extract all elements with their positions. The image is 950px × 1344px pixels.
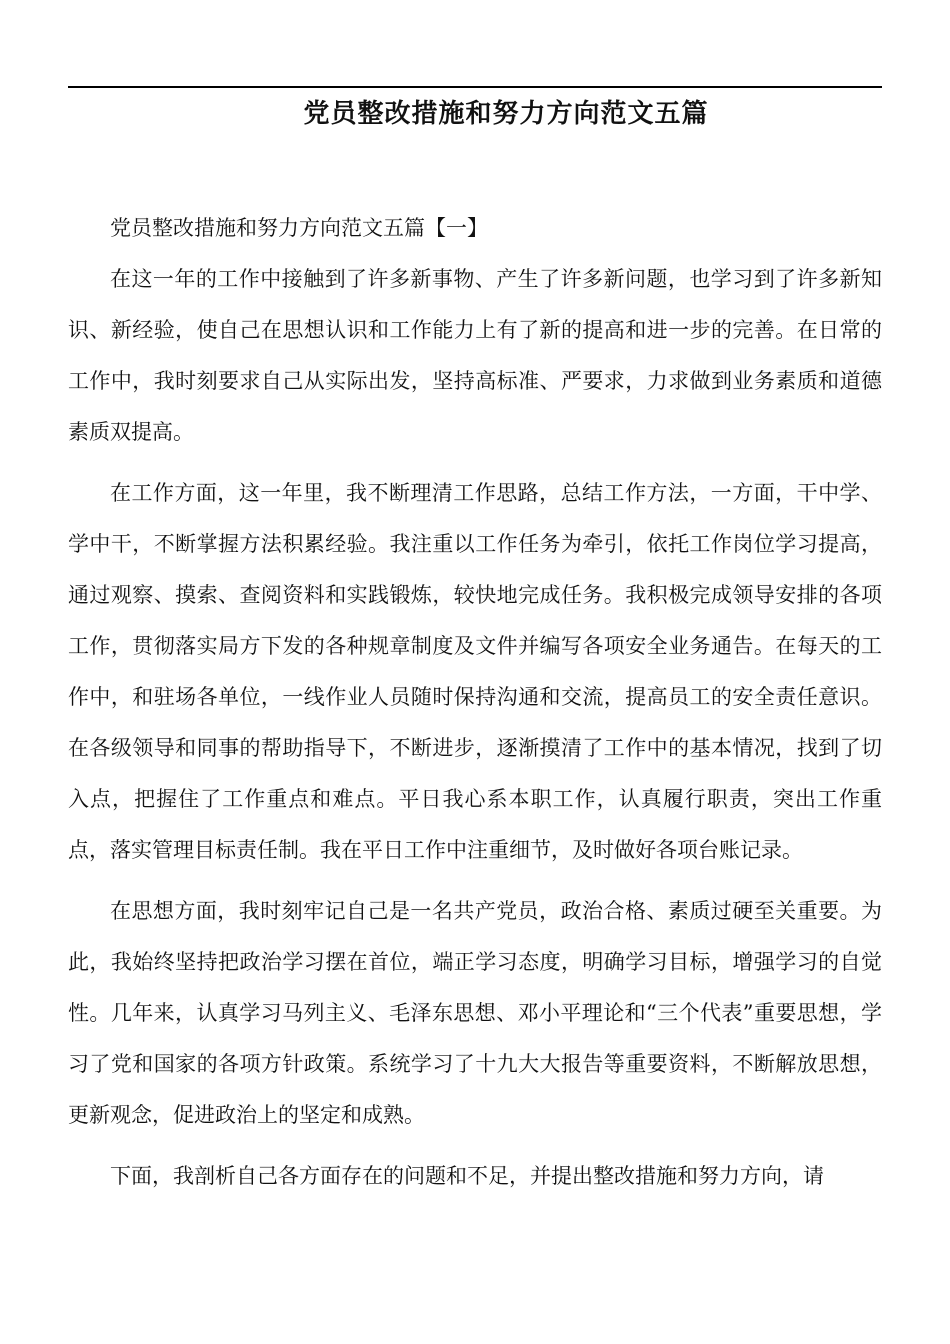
body-paragraph-3: 在思想方面，我时刻牢记自己是一名共产党员，政治合格、素质过硬至关重要。为此，我始终坚持把政治学习摆在首位，端正学习态度，明确学习目标，增强学习的自觉性。几年来，认真学习马列主义、毛泽东思想、邓小平理论和“三个代表”重要思想，学习了党和国家的各项方针政策。系统学习了十九大大报告等重要资料，不断解放思想，更新观念，促进政治上的坚定和成熟。 (68, 899, 882, 1127)
body-paragraph-1: 在这一年的工作中接触到了许多新事物、产生了许多新问题，也学习到了许多新知识、新经验，使自己在思想认识和工作能力上有了新的提高和进一步的完善。在日常的工作中，我时刻要求自己从实际出发，坚持高标准、严要求，力求做到业务素质和道德素质双提高。 (68, 267, 882, 444)
document-body (68, 203, 882, 1212)
section-heading: 党员整改措施和努力方向范文五篇【一】 (110, 216, 488, 240)
document-title: 党员整改措施和努力方向范文五篇 (303, 99, 709, 129)
header-rule (68, 86, 882, 88)
body-paragraph-2: 在工作方面，这一年里，我不断理清工作思路，总结工作方法，一方面，干中学、学中干，不断掌握方法积累经验。我注重以工作任务为牵引，依托工作岗位学习提高，通过观察、摸索、查阅资料和实践锻炼，较快地完成任务。我积极完成领导安排的各项工作，贯彻落实局方下发的各种规章制度及文件并编写各项安全业务通告。在每天的工作中，和驻场各单位，一线作业人员随时保持沟通和交流，提高员工的安全责任意识。在各级领导和同事的帮助指导下，不断进步，逐渐摸清了工作中的基本情况，找到了切入点，把握住了工作重点和难点。平日我心系本职工作，认真履行职责，突出工作重点，落实管理目标责任制。我在平日工作中注重细节，及时做好各项台账记录。 (68, 481, 882, 862)
body-paragraph-4: 下面，我剖析自己各方面存在的问题和不足，并提出整改措施和努力方向，请 (110, 1164, 824, 1188)
